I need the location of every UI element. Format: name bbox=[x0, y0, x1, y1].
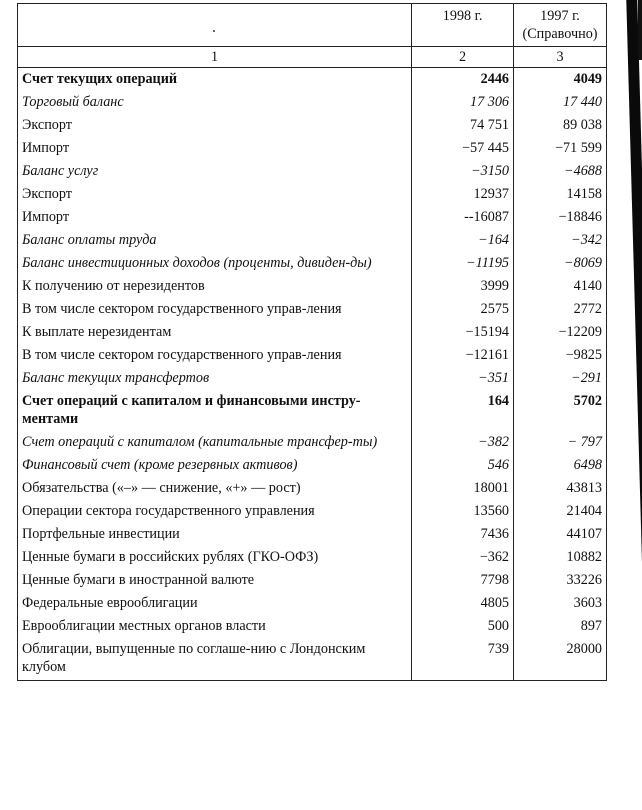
table-row bbox=[18, 569, 607, 592]
header-year-1998: 1998 г. bbox=[412, 4, 514, 47]
value-1997: 44107 bbox=[514, 523, 607, 546]
row-label: Счет операций с капиталом и финансовыми инстру-ментами bbox=[18, 390, 412, 431]
row-label: Операции сектора государственного управления bbox=[18, 500, 412, 523]
row-label: Баланс текущих трансфертов bbox=[18, 367, 412, 390]
scan-edge-shadow-top bbox=[638, 0, 642, 60]
value-1998: 2575 bbox=[412, 298, 514, 321]
row-label: В том числе сектором государственного управ-ления bbox=[18, 298, 412, 321]
row-label: Облигации, выпущенные по соглаше-нию с Лондонским клубом bbox=[18, 638, 412, 681]
row-label: Баланс услуг bbox=[18, 160, 412, 183]
value-1997: −12209 bbox=[514, 321, 607, 344]
column-number-3: 3 bbox=[514, 47, 607, 68]
value-1998: 74 751 bbox=[412, 114, 514, 137]
value-1998: −11195 bbox=[412, 252, 514, 275]
table-row bbox=[18, 477, 607, 500]
value-1998: 3999 bbox=[412, 275, 514, 298]
table-row bbox=[18, 275, 607, 298]
row-label: Торговый баланс bbox=[18, 91, 412, 114]
table-row bbox=[18, 160, 607, 183]
value-1998: −12161 bbox=[412, 344, 514, 367]
table-row bbox=[18, 454, 607, 477]
row-label: Финансовый счет (кроме резервных активов) bbox=[18, 454, 412, 477]
value-1997: 89 038 bbox=[514, 114, 607, 137]
value-1997: 10882 bbox=[514, 546, 607, 569]
value-1997: 43813 bbox=[514, 477, 607, 500]
table-row bbox=[18, 500, 607, 523]
value-1997: 4140 bbox=[514, 275, 607, 298]
table-row bbox=[18, 229, 607, 252]
value-1998: 12937 bbox=[412, 183, 514, 206]
value-1998: 164 bbox=[412, 390, 514, 431]
value-1997: −9825 bbox=[514, 344, 607, 367]
value-1998: −3150 bbox=[412, 160, 514, 183]
table-row bbox=[18, 91, 607, 114]
value-1998: −57 445 bbox=[412, 137, 514, 160]
value-1997: −71 599 bbox=[514, 137, 607, 160]
value-1998: 2446 bbox=[412, 68, 514, 92]
table-body bbox=[18, 68, 607, 681]
header-reference-label: (Справочно) bbox=[522, 26, 598, 42]
value-1998: 739 bbox=[412, 638, 514, 681]
column-number-row bbox=[18, 47, 607, 68]
row-label: Импорт bbox=[18, 137, 412, 160]
scan-speck bbox=[213, 30, 215, 32]
value-1998: −362 bbox=[412, 546, 514, 569]
row-label: Федеральные еврооблигации bbox=[18, 592, 412, 615]
table-row bbox=[18, 252, 607, 275]
balance-of-payments-table bbox=[17, 3, 607, 681]
table-row bbox=[18, 206, 607, 229]
table-row bbox=[18, 344, 607, 367]
value-1997: − 797 bbox=[514, 431, 607, 454]
value-1997: −18846 bbox=[514, 206, 607, 229]
value-1997: 33226 bbox=[514, 569, 607, 592]
value-1998: −351 bbox=[412, 367, 514, 390]
row-label: Счет операций с капиталом (капитальные трансфер-ты) bbox=[18, 431, 412, 454]
scan-edge-shadow bbox=[626, 0, 642, 810]
row-label: Баланс оплаты труда bbox=[18, 229, 412, 252]
row-label: К получению от нерезидентов bbox=[18, 275, 412, 298]
value-1998: 546 bbox=[412, 454, 514, 477]
value-1997: 6498 bbox=[514, 454, 607, 477]
value-1997: 3603 bbox=[514, 592, 607, 615]
value-1997: 2772 bbox=[514, 298, 607, 321]
value-1997: 5702 bbox=[514, 390, 607, 431]
header-year-1997 bbox=[514, 4, 607, 47]
table-row bbox=[18, 592, 607, 615]
value-1998: −164 bbox=[412, 229, 514, 252]
value-1997: 17 440 bbox=[514, 91, 607, 114]
row-label: Обязательства («–» — снижение, «+» — рост) bbox=[18, 477, 412, 500]
table-row bbox=[18, 546, 607, 569]
header-indicator bbox=[18, 4, 412, 47]
table-row bbox=[18, 615, 607, 638]
row-label: Счет текущих операций bbox=[18, 68, 412, 92]
row-label: Импорт bbox=[18, 206, 412, 229]
row-label: Баланс инвестиционных доходов (проценты, дивиден-ды) bbox=[18, 252, 412, 275]
value-1997: 28000 bbox=[514, 638, 607, 681]
value-1998: 17 306 bbox=[412, 91, 514, 114]
table-row bbox=[18, 137, 607, 160]
value-1998: −15194 bbox=[412, 321, 514, 344]
table-header-row bbox=[18, 4, 607, 47]
row-label: Портфельные инвестиции bbox=[18, 523, 412, 546]
value-1997: 14158 bbox=[514, 183, 607, 206]
table-row bbox=[18, 321, 607, 344]
table-row bbox=[18, 367, 607, 390]
value-1998: --16087 bbox=[412, 206, 514, 229]
value-1997: −291 bbox=[514, 367, 607, 390]
column-number-2: 2 bbox=[412, 47, 514, 68]
value-1998: 500 bbox=[412, 615, 514, 638]
row-label: В том числе сектором государственного управ-ления bbox=[18, 344, 412, 367]
table-row bbox=[18, 298, 607, 321]
table-row bbox=[18, 114, 607, 137]
table-row bbox=[18, 68, 607, 92]
value-1997: −4688 bbox=[514, 160, 607, 183]
value-1998: 18001 bbox=[412, 477, 514, 500]
value-1998: 4805 bbox=[412, 592, 514, 615]
table-row bbox=[18, 523, 607, 546]
value-1998: 13560 bbox=[412, 500, 514, 523]
row-label: Экспорт bbox=[18, 114, 412, 137]
value-1997: −342 bbox=[514, 229, 607, 252]
row-label: Ценные бумаги в иностранной валюте bbox=[18, 569, 412, 592]
header-year-1997-label: 1997 г. bbox=[540, 8, 580, 24]
value-1998: 7798 bbox=[412, 569, 514, 592]
row-label: К выплате нерезидентам bbox=[18, 321, 412, 344]
value-1997: 21404 bbox=[514, 500, 607, 523]
table-row bbox=[18, 390, 607, 431]
column-number-1: 1 bbox=[18, 47, 412, 68]
value-1997: −8069 bbox=[514, 252, 607, 275]
row-label: Ценные бумаги в российских рублях (ГКО-ОФЗ) bbox=[18, 546, 412, 569]
table-row bbox=[18, 431, 607, 454]
table-row bbox=[18, 638, 607, 681]
row-label: Экспорт bbox=[18, 183, 412, 206]
value-1997: 4049 bbox=[514, 68, 607, 92]
value-1998: 7436 bbox=[412, 523, 514, 546]
value-1998: −382 bbox=[412, 431, 514, 454]
value-1997: 897 bbox=[514, 615, 607, 638]
row-label: Еврооблигации местных органов власти bbox=[18, 615, 412, 638]
table-row bbox=[18, 183, 607, 206]
